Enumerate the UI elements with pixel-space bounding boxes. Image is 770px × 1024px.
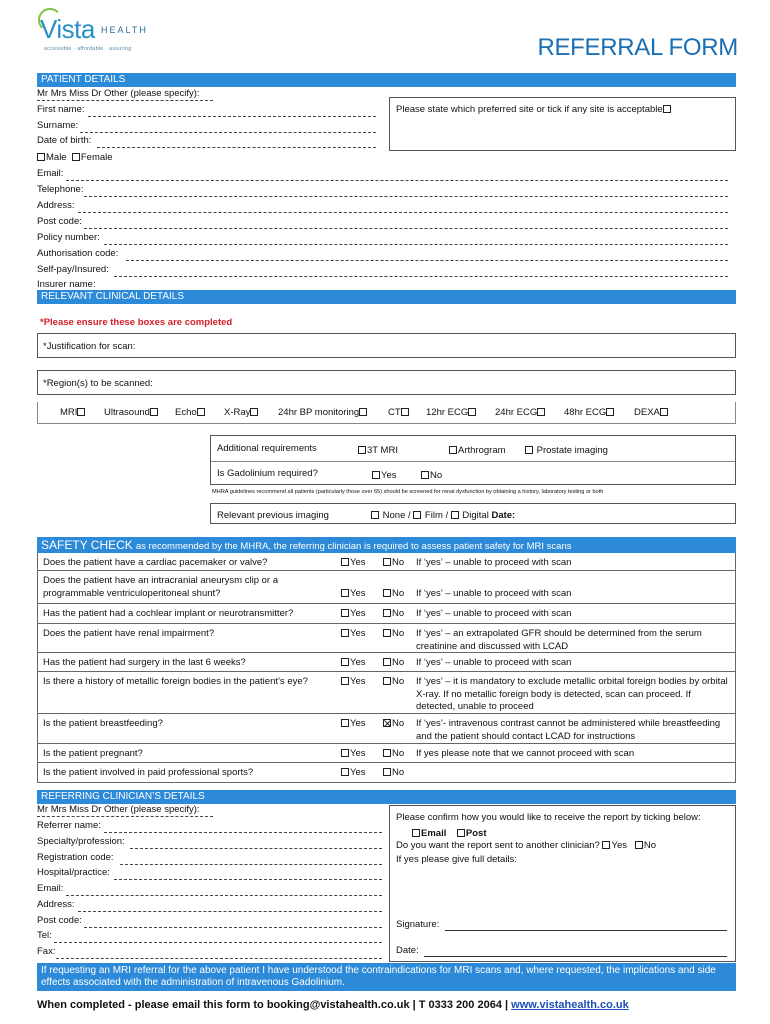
previous-imaging-box: Relevant previous imaging None / Film / Digital Date: (210, 503, 736, 524)
gad-yes-checkbox[interactable] (372, 471, 380, 479)
safety-no-checkbox[interactable] (383, 768, 391, 776)
any-site-checkbox[interactable] (663, 105, 671, 113)
safety-note: If ‘yes’ – an extrapolated GFR should be determined from the serum creatinine and discussed with LCAD (416, 628, 702, 652)
ecg48-checkbox[interactable] (606, 408, 614, 416)
auth-label: Authorisation code: (37, 248, 119, 259)
safety-no-checkbox[interactable] (383, 749, 391, 757)
ref-date-field[interactable] (424, 956, 727, 957)
registration-field[interactable] (120, 864, 382, 865)
surname-field[interactable] (80, 132, 376, 133)
female-checkbox[interactable] (72, 153, 80, 161)
safety-row: Does the patient have a cardiac pacemaker or valve? Yes No If ‘yes’ – unable to proceed with scan (37, 553, 736, 571)
digital-checkbox[interactable] (451, 511, 459, 519)
mri-checkbox[interactable] (77, 408, 85, 416)
gadolinium-label: Is Gadolinium required? (217, 468, 318, 479)
postcode-field[interactable] (84, 228, 728, 229)
safety-yes-checkbox[interactable] (341, 658, 349, 666)
safety-row: Has the patient had a cochlear implant or neurotransmitter? Yes No If ‘yes’ – unable to proceed with scan (37, 604, 736, 624)
safety-question: Does the patient have an intracranial aneurysm clip or a programmable ventriculoperitoneal shunt? (43, 575, 278, 599)
specialty-field[interactable] (130, 848, 382, 849)
referrer-section-title: REFERRING CLINICIAN’S DETAILS (37, 790, 736, 804)
form-title: REFERRAL FORM (537, 34, 738, 61)
surname-label: Surname: (37, 120, 79, 131)
safety-no-checkbox[interactable] (383, 658, 391, 666)
patient-salutation: Mr Mrs Miss Dr Other (please specify): (37, 88, 200, 99)
safety-yes-checkbox[interactable] (341, 629, 349, 637)
safety-note: If yes please note that we cannot proceed with scan (416, 748, 635, 759)
safety-no-checkbox[interactable] (383, 558, 391, 566)
arthrogram-checkbox[interactable] (449, 446, 457, 454)
safety-note: If ‘yes’ – unable to proceed with scan (416, 588, 572, 599)
referrer-salutation: Mr Mrs Miss Dr Other (please specify): (37, 804, 200, 815)
prev-date-label: Date: (491, 510, 516, 521)
safety-row: Has the patient had surgery in the last 6 weeks? Yes No If ‘yes’ – unable to proceed with scan (37, 653, 736, 672)
first-name-field[interactable] (88, 116, 376, 117)
another-yes-checkbox[interactable] (602, 841, 610, 849)
ref-tel-field[interactable] (54, 942, 382, 943)
safety-row: Is the patient involved in paid professional sports? Yes No (43, 767, 405, 778)
safety-question: Does the patient have a cardiac pacemaker or valve? (43, 557, 268, 568)
mhra-note: MHRA guidelines recommend all patients (particularly those over 65) should be screened for renal dysfunction by obtaining a history, laboratory testing or both (212, 489, 604, 495)
ct-checkbox[interactable] (401, 408, 409, 416)
referrer-name-field[interactable] (104, 832, 382, 833)
safety-note: If ‘yes’ – it is mandatory to exclude metallic orbital foreign bodies by orbital X-ray. If no metallic foreign body is detected, scan can proceed. If detected, unable to proceed (416, 676, 728, 712)
salutation-line[interactable] (37, 100, 213, 101)
ref-tel-label: Tel: (37, 930, 52, 941)
xray-checkbox[interactable] (250, 408, 258, 416)
ref-email-label: Email: (37, 883, 64, 894)
echo-checkbox[interactable] (197, 408, 205, 416)
hospital-label: Hospital/practice: (37, 867, 110, 878)
safety-note: If ‘yes’ – unable to proceed with scan (416, 608, 572, 619)
registration-label: Registration code: (37, 852, 114, 863)
safety-yes-checkbox[interactable] (341, 768, 349, 776)
safety-yes-checkbox[interactable] (341, 719, 349, 727)
ref-salutation-line[interactable] (37, 816, 213, 817)
footer-contact: When completed - please email this form to booking@vistahealth.co.uk | T 0333 200 2064 | www.vistahealth.co.uk (37, 999, 629, 1011)
prostate-checkbox[interactable] (525, 446, 533, 454)
insurer-label: Insurer name: (37, 279, 96, 290)
referrer-name-label: Referrer name: (37, 820, 101, 831)
address-label: Address: (37, 200, 75, 211)
brand-tagline: accessible · affordable · assuring (44, 46, 132, 52)
clinical-section-title: RELEVANT CLINICAL DETAILS (37, 290, 736, 304)
ecg12-checkbox[interactable] (468, 408, 476, 416)
specialty-label: Specialty/profession: (37, 836, 125, 847)
email-label: Email: (37, 168, 64, 179)
additional-req-label: Additional requirements (217, 443, 317, 454)
full-details-label: If yes please give full details: (396, 854, 517, 865)
ref-address-label: Address: (37, 899, 75, 910)
safety-no-checkbox[interactable] (383, 719, 391, 727)
signature-field[interactable] (445, 930, 727, 931)
brand-logo: Vista (40, 14, 95, 44)
ref-fax-field[interactable] (56, 958, 382, 959)
safety-question: Is there a history of metallic foreign bodies in the patient’s eye? (43, 676, 308, 687)
email-field[interactable] (66, 180, 728, 181)
declaration: If requesting an MRI referral for the above patient I have understood the contraindications for MRI scans and, where requested, the implications and side effects associated with the administration of intravenous Gadolinium. (37, 963, 736, 991)
telephone-field[interactable] (84, 196, 728, 197)
regions-label: *Region(s) to be scanned: (43, 378, 153, 389)
safety-row: Does the patient have an intracranial aneurysm clip or a programmable ventriculoperitoneal shunt? Yes No If ‘yes’ – unable to proceed with scan (37, 571, 736, 604)
postcode-label: Post code: (37, 216, 82, 227)
auth-field[interactable] (126, 260, 728, 261)
ref-date-label: Date: (396, 945, 419, 956)
policy-label: Policy number: (37, 232, 100, 243)
gad-no-checkbox[interactable] (421, 471, 429, 479)
website-link[interactable]: www.vistahealth.co.uk (511, 999, 629, 1011)
safety-row: Is the patient pregnant? Yes No If yes please note that we cannot proceed with scan (37, 744, 736, 763)
safety-section-title: SAFETY CHECK as recommended by the MHRA, the referring clinician is required to assess patient safety for MRI scans (37, 537, 736, 553)
report-email-checkbox[interactable] (412, 829, 420, 837)
additional-req-box: Additional requirements 3T MRI Arthrogram Prostate imaging Is Gadolinium required? Yes No (210, 435, 736, 485)
safety-no-checkbox[interactable] (383, 589, 391, 597)
clinical-notice: *Please ensure these boxes are completed (40, 317, 233, 328)
dexa-checkbox[interactable] (660, 408, 668, 416)
ultrasound-checkbox[interactable] (150, 408, 158, 416)
justification-label: *Justification for scan: (43, 341, 136, 352)
3t-mri-checkbox[interactable] (358, 446, 366, 454)
address-field[interactable] (78, 212, 728, 213)
safety-question: Is the patient involved in paid professional sports? (43, 767, 254, 778)
report-prompt: Please confirm how you would like to receive the report by ticking below: (396, 812, 701, 823)
justification-box[interactable] (37, 333, 736, 358)
safety-yes-checkbox[interactable] (341, 677, 349, 685)
regions-box[interactable] (37, 370, 736, 395)
safety-no-checkbox[interactable] (383, 609, 391, 617)
film-checkbox[interactable] (413, 511, 421, 519)
preferred-site-box[interactable] (389, 97, 736, 151)
another-no-checkbox[interactable] (635, 841, 643, 849)
dob-label: Date of birth: (37, 135, 92, 146)
safety-yes-checkbox[interactable] (341, 589, 349, 597)
safety-question: Has the patient had surgery in the last 6 weeks? (43, 657, 246, 668)
safety-note: If ‘yes’- intravenous contrast cannot be administered while breastfeeding and the patient should contact LCAD for instructions (416, 718, 721, 742)
safety-note: If ‘yes’ – unable to proceed with scan (416, 557, 572, 568)
site-prompt: Please state which preferred site or tick if any site is acceptable (396, 104, 663, 115)
safety-no-checkbox[interactable] (383, 629, 391, 637)
hospital-field[interactable] (114, 879, 382, 880)
safety-row: Is the patient breastfeeding? Yes No If ‘yes’- intravenous contrast cannot be administered while breastfeeding and the patient should contact LCAD for instructions (37, 714, 736, 744)
ref-email-field[interactable] (66, 895, 382, 896)
safety-yes-checkbox[interactable] (341, 749, 349, 757)
ecg24-checkbox[interactable] (537, 408, 545, 416)
report-post-checkbox[interactable] (457, 829, 465, 837)
safety-yes-checkbox[interactable] (341, 558, 349, 566)
safety-note: If ‘yes’ – unable to proceed with scan (416, 657, 572, 668)
safety-question: Does the patient have renal impairment? (43, 628, 215, 639)
prev-imaging-label: Relevant previous imaging (217, 510, 329, 521)
selfpay-label: Self-pay/Insured: (37, 264, 109, 275)
policy-field[interactable] (104, 244, 728, 245)
safety-question: Is the patient breastfeeding? (43, 718, 163, 729)
patient-section-title: PATIENT DETAILS (37, 73, 736, 87)
first-name-label: First name: (37, 104, 85, 115)
dob-field[interactable] (97, 147, 376, 148)
ref-fax-label: Fax: (37, 946, 56, 957)
safety-no-checkbox[interactable] (383, 677, 391, 685)
signature-label: Signature: (396, 919, 440, 930)
safety-yes-checkbox[interactable] (341, 609, 349, 617)
scan-type-row: MRI Ultrasound Echo X-Ray 24hr BP monitoring CT 12hr ECG 24hr ECG 48hr ECG DEXA (37, 402, 736, 424)
safety-row: Does the patient have renal impairment? Yes No If ‘yes’ – an extrapolated GFR should be determined from the serum creatinine and discussed with LCAD (37, 624, 736, 653)
gender-options: Male Female (37, 152, 113, 163)
none-checkbox[interactable] (371, 511, 379, 519)
brand-sub: HEALTH (101, 25, 148, 35)
report-preference-box: Please confirm how you would like to receive the report by ticking below: Email Post Do you want the report sent to another clinician? Yes No If yes please give full details: Signature: Date: (389, 805, 736, 962)
safety-question: Has the patient had a cochlear implant or neurotransmitter? (43, 608, 294, 619)
ref-postcode-label: Post code: (37, 915, 82, 926)
safety-row: Is there a history of metallic foreign bodies in the patient’s eye? Yes No If ‘yes’ – it is mandatory to exclude metallic orbital foreign bodies by orbital X-ray. If no metallic foreign body is detected, scan can proceed. If detected, unable to proceed (37, 672, 736, 714)
ref-postcode-field[interactable] (84, 927, 382, 928)
telephone-label: Telephone: (37, 184, 84, 195)
bp-checkbox[interactable] (359, 408, 367, 416)
male-checkbox[interactable] (37, 153, 45, 161)
ref-address-field[interactable] (78, 911, 382, 912)
safety-question: Is the patient pregnant? (43, 748, 143, 759)
selfpay-field[interactable] (114, 276, 728, 277)
